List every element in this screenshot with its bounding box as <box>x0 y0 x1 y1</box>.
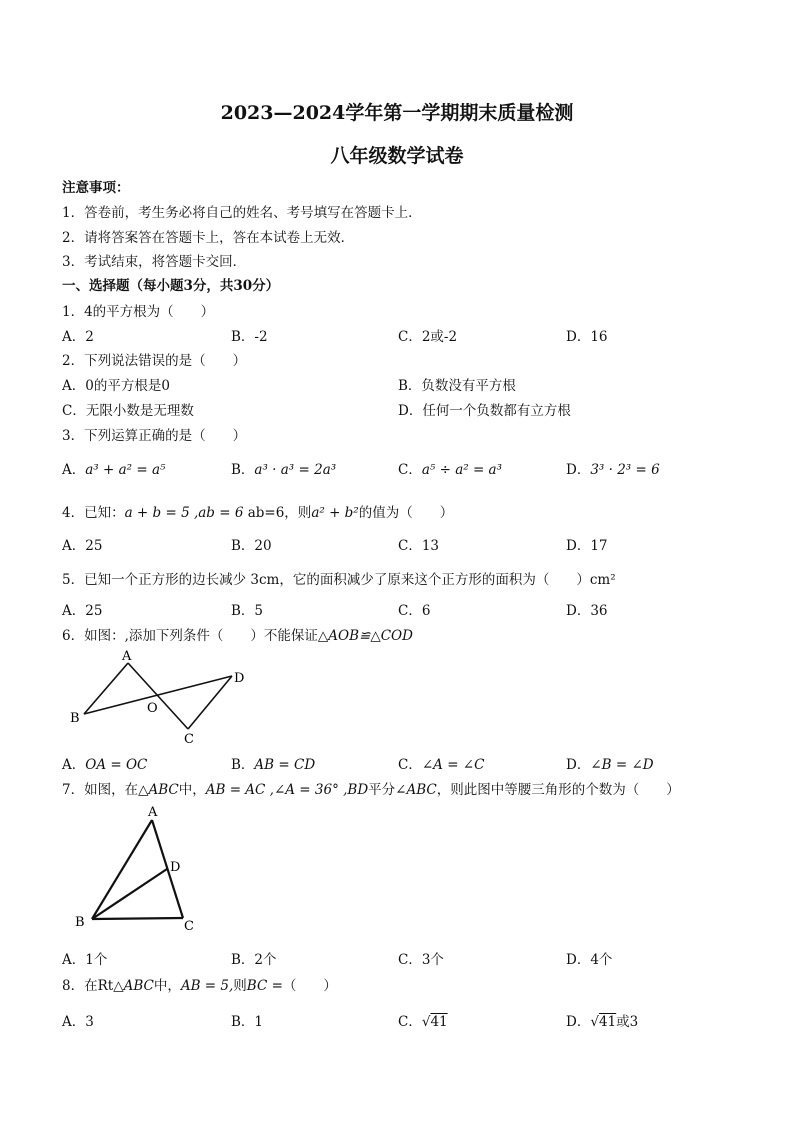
notice-item-1: 1．答卷前，考生务必将自己的姓名、考号填写在答题卡上． <box>62 205 422 221</box>
q7-label-a: A <box>148 805 158 820</box>
q8-option-d-label: D． <box>566 1014 591 1030</box>
q8-stem-pre: 8．在Rt <box>62 978 114 994</box>
q2-option-c: C．无限小数是无理数 <box>62 403 194 419</box>
q6-stem <box>62 624 413 644</box>
q7-label-b: B <box>75 915 85 930</box>
q1-option-d: D．16 <box>566 329 608 345</box>
q3-option-d-label: D． <box>566 462 591 478</box>
q3-option-b-label: B． <box>231 462 255 478</box>
q4-option-c: C．13 <box>398 538 440 554</box>
q3-option-a <box>62 458 165 478</box>
q4-option-a: A．25 <box>62 538 103 554</box>
q8-option-b: B．1 <box>231 1014 264 1030</box>
q6-option-d <box>566 753 654 773</box>
q8-stem-math2: AB = 5, <box>180 978 234 994</box>
q4-option-d: D．17 <box>566 538 608 554</box>
q4-stem-mid: ab=6，则 <box>243 505 312 521</box>
q7-stem-t1: 中， <box>178 782 206 798</box>
q3-option-a-math: a³ + a² = a⁵ <box>85 462 166 478</box>
exam-title: 2023—2024学年第一学期期末质量检测 <box>220 102 574 124</box>
q2-option-a: A．0的平方根是0 <box>62 378 170 394</box>
q6-option-a <box>62 753 147 773</box>
q6-segment-ac <box>128 663 188 729</box>
q7-figure <box>64 800 214 940</box>
q6-option-b-label: B． <box>231 757 255 773</box>
q3-option-c-math: a⁵ ÷ a² = a³ <box>421 462 503 478</box>
q6-stem-pre: 6．如图：,添加下列条件（ ）不能保证 <box>62 628 318 644</box>
q7-stem-pre: 7．如图，在 <box>62 782 139 798</box>
q3-option-b <box>231 458 336 478</box>
q8-option-d-radicand: 41 <box>598 1014 617 1030</box>
q4-option-b: B．20 <box>231 538 272 554</box>
q6-label-c: C <box>184 732 194 745</box>
q6-label-d: D <box>234 671 245 686</box>
q8-stem-t3: （ ） <box>282 978 337 994</box>
q8-option-d <box>566 1010 638 1030</box>
q8-option-a: A．3 <box>62 1014 94 1030</box>
q6-option-d-label: D． <box>566 757 591 773</box>
q1-option-b: B．-2 <box>231 329 268 345</box>
q7-option-d: D．4个 <box>566 952 613 968</box>
q5-option-c: C．6 <box>398 603 431 619</box>
section-heading: 一、选择题（每小题3分，共30分） <box>62 278 280 294</box>
sqrt-symbol: √ <box>590 1014 599 1030</box>
q1-option-c: C．2或-2 <box>398 329 458 345</box>
q7-stem-math2: AB = AC ,∠A = 36° ,BD <box>205 782 369 798</box>
q1-option-a: A．2 <box>62 329 94 345</box>
q6-option-b <box>231 753 315 773</box>
q7-stem-math3: ∠ABC <box>395 782 437 798</box>
q7-stem-math1: △ABC <box>138 782 179 798</box>
q2-option-b: B．负数没有平方根 <box>398 378 516 394</box>
q5-option-d: D．36 <box>566 603 608 619</box>
q5-option-b: B．5 <box>231 603 264 619</box>
notice-heading: 注意事项： <box>62 180 130 196</box>
q8-stem-math1: △ABC <box>113 978 154 994</box>
q7-stem <box>62 778 680 798</box>
q4-stem-post: 的值为（ ） <box>358 505 454 521</box>
q8-stem-t1: 中， <box>153 978 181 994</box>
q6-segment-cd <box>188 676 232 729</box>
q4-stem-pre: 4．已知： <box>62 505 125 521</box>
q2-option-d: D．任何一个负数都有立方根 <box>398 403 571 419</box>
q8-option-c-radicand: 41 <box>430 1014 448 1030</box>
q7-label-c: C <box>184 919 194 934</box>
q6-figure <box>64 645 254 745</box>
q7-stem-t2: 平分 <box>368 782 396 798</box>
q2-stem: 2．下列说法错误的是（ ） <box>62 353 247 369</box>
q6-label-a: A <box>122 649 132 664</box>
q7-segment-bc <box>92 918 183 919</box>
q6-stem-math: △AOB≌△COD <box>317 628 413 644</box>
notice-item-3: 3．考试结束，将答题卡交回． <box>62 254 247 270</box>
q3-option-d-math: 3³ · 2³ = 6 <box>590 462 660 478</box>
q4-stem-math1: a + b = 5 ,ab = 6 <box>124 505 244 521</box>
q5-option-a: A．25 <box>62 603 103 619</box>
q6-option-c <box>398 753 484 773</box>
q4-stem-math2: a² + b² <box>311 505 359 521</box>
q6-option-a-label: A． <box>62 757 86 773</box>
q6-segment-bd <box>84 676 232 714</box>
q1-stem: 1．4的平方根为（ ） <box>62 304 215 320</box>
q8-option-c-label: C． <box>398 1014 422 1030</box>
q8-stem-t2: 则 <box>233 978 247 994</box>
q8-stem <box>62 974 337 994</box>
q8-stem-math3: BC = <box>246 978 283 994</box>
q3-option-c <box>398 458 502 478</box>
q6-label-o: O <box>147 701 158 716</box>
q7-segment-ba <box>92 820 152 919</box>
q8-option-d-suffix: 或3 <box>616 1014 639 1030</box>
q7-segment-bd <box>92 869 167 919</box>
q6-option-c-label: C． <box>398 757 422 773</box>
q5-stem: 5．已知一个正方形的边长减少 3cm，它的面积减少了原来这个正方形的面积为（ ）cm² <box>62 572 616 588</box>
q6-label-b: B <box>70 711 80 726</box>
q3-option-d <box>566 458 660 478</box>
exam-subtitle: 八年级数学试卷 <box>330 145 464 167</box>
q3-stem: 3．下列运算正确的是（ ） <box>62 428 247 444</box>
q3-option-a-label: A． <box>62 462 86 478</box>
q6-option-b-math: AB = CD <box>254 757 316 773</box>
q7-option-c: C．3个 <box>398 952 444 968</box>
q6-option-a-math: OA = OC <box>85 757 148 773</box>
q6-segment-ba <box>84 663 128 714</box>
notice-item-2: 2．请将答案答在答题卡上，答在本试卷上无效． <box>62 230 355 246</box>
q6-option-c-math: ∠A = ∠C <box>421 757 485 773</box>
q7-option-a: A．1个 <box>62 952 108 968</box>
q7-stem-t3: ，则此图中等腰三角形的个数为（ ） <box>436 782 680 798</box>
q3-option-c-label: C． <box>398 462 422 478</box>
sqrt-symbol: √ <box>421 1014 431 1030</box>
q8-option-c <box>398 1010 448 1030</box>
q7-label-d: D <box>170 860 181 875</box>
q6-option-d-math: ∠B = ∠D <box>590 757 654 773</box>
q3-option-b-math: a³ · a³ = 2a³ <box>254 462 337 478</box>
q4-stem <box>62 501 453 521</box>
q7-option-b: B．2个 <box>231 952 277 968</box>
